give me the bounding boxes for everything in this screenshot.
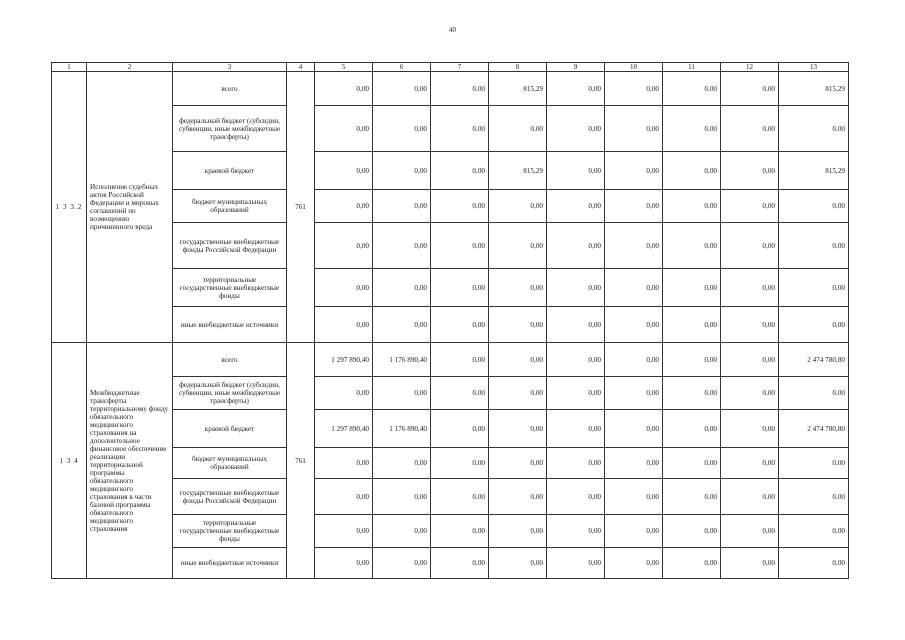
amount-cell: 0,00 (431, 479, 489, 515)
amount-cell: 0,00 (431, 152, 489, 190)
amount-cell: 0,00 (489, 515, 547, 548)
row-name: Межбюджетные трансферты территориальному фонду обязательного медицинского страхования на дополнительное финансовое обеспечение реализации территориальной программы обязательного медицинского страхования в части базовой программы обязательного медицинского страхования (87, 343, 173, 579)
column-number: 13 (779, 63, 849, 72)
amount-cell: 0,00 (315, 106, 373, 152)
amount-cell: 0,00 (547, 377, 605, 410)
amount-cell: 0,00 (431, 410, 489, 448)
amount-cell: 0,00 (605, 343, 663, 377)
amount-cell: 0,00 (605, 307, 663, 343)
column-number: 9 (547, 63, 605, 72)
table-body (52, 72, 849, 579)
amount-cell: 0,00 (779, 307, 849, 343)
row-code: 1 3 4 (52, 343, 87, 579)
amount-cell: 0,00 (605, 515, 663, 548)
amount-cell: 0,00 (721, 548, 779, 579)
amount-cell: 0,00 (605, 377, 663, 410)
amount-cell: 0,00 (779, 190, 849, 223)
amount-cell: 0,00 (663, 152, 721, 190)
amount-cell: 0,00 (315, 515, 373, 548)
amount-cell: 0,00 (721, 448, 779, 479)
amount-cell: 0,00 (489, 223, 547, 269)
amount-cell: 0,00 (373, 152, 431, 190)
amount-cell: 0,00 (315, 190, 373, 223)
amount-cell: 0,00 (547, 223, 605, 269)
amount-cell: 0,00 (663, 72, 721, 106)
funding-source: федеральный бюджет (субсидии, субвенции, иные межбюджетные трансферты) (173, 377, 287, 410)
amount-cell: 0,00 (605, 479, 663, 515)
amount-cell: 0,00 (315, 377, 373, 410)
amount-cell: 0,00 (547, 410, 605, 448)
funding-source: государственные внебюджетные фонды Российской Федерации (173, 223, 287, 269)
column-number: 5 (315, 63, 373, 72)
amount-cell: 0,00 (605, 106, 663, 152)
column-number: 8 (489, 63, 547, 72)
amount-cell: 0,00 (721, 410, 779, 448)
amount-cell: 0,00 (721, 223, 779, 269)
amount-cell: 0,00 (605, 269, 663, 307)
amount-cell: 0,00 (663, 377, 721, 410)
amount-cell: 0,00 (489, 190, 547, 223)
amount-cell: 0,00 (489, 106, 547, 152)
column-number: 10 (605, 63, 663, 72)
amount-cell: 815,29 (489, 152, 547, 190)
amount-cell: 0,00 (315, 269, 373, 307)
amount-cell: 0,00 (547, 307, 605, 343)
funding-source: краевой бюджет (173, 152, 287, 190)
amount-cell: 0,00 (663, 448, 721, 479)
amount-cell: 0,00 (721, 377, 779, 410)
column-number: 1 (52, 63, 87, 72)
amount-cell: 0,00 (547, 72, 605, 106)
funding-source: иные внебюджетные источники (173, 307, 287, 343)
amount-cell: 0,00 (721, 152, 779, 190)
amount-cell: 0,00 (489, 548, 547, 579)
amount-cell: 0,00 (779, 223, 849, 269)
amount-cell: 2 474 780,80 (779, 343, 849, 377)
amount-cell: 0,00 (663, 515, 721, 548)
amount-cell: 1 176 890,40 (373, 410, 431, 448)
amount-cell: 0,00 (431, 448, 489, 479)
amount-cell: 0,00 (547, 106, 605, 152)
amount-cell: 0,00 (431, 343, 489, 377)
amount-cell: 0,00 (547, 448, 605, 479)
amount-cell: 0,00 (663, 269, 721, 307)
amount-cell: 0,00 (373, 515, 431, 548)
amount-cell: 1 297 890,40 (315, 343, 373, 377)
amount-cell: 0,00 (663, 190, 721, 223)
column-number: 6 (373, 63, 431, 72)
funding-source: территориальные государственные внебюджетные фонды (173, 269, 287, 307)
amount-cell: 0,00 (315, 152, 373, 190)
column-number: 7 (431, 63, 489, 72)
amount-cell: 815,29 (779, 72, 849, 106)
amount-cell: 0,00 (663, 106, 721, 152)
amount-cell: 0,00 (547, 269, 605, 307)
amount-cell: 0,00 (315, 72, 373, 106)
amount-cell: 0,00 (431, 307, 489, 343)
amount-cell: 0,00 (547, 152, 605, 190)
amount-cell: 0,00 (721, 515, 779, 548)
amount-cell: 0,00 (489, 269, 547, 307)
amount-cell: 0,00 (663, 410, 721, 448)
amount-cell: 0,00 (779, 377, 849, 410)
amount-cell: 0,00 (605, 410, 663, 448)
funding-source: государственные внебюджетные фонды Российской Федерации (173, 479, 287, 515)
row-name: Исполнение судебных актов Российской Федерации и мировых соглашений по возмещению причиненного вреда (87, 72, 173, 343)
amount-cell: 0,00 (315, 223, 373, 269)
amount-cell: 0,00 (721, 190, 779, 223)
amount-cell: 0,00 (779, 515, 849, 548)
amount-cell: 0,00 (431, 515, 489, 548)
amount-cell: 1 176 890,40 (373, 343, 431, 377)
funding-source: территориальные государственные внебюджетные фонды (173, 515, 287, 548)
amount-cell: 0,00 (779, 269, 849, 307)
amount-cell: 0,00 (315, 307, 373, 343)
funding-source: бюджет муниципальных образований (173, 448, 287, 479)
amount-cell: 0,00 (605, 190, 663, 223)
amount-cell: 0,00 (605, 72, 663, 106)
amount-cell: 0,00 (547, 548, 605, 579)
amount-cell: 0,00 (373, 548, 431, 579)
table-row (52, 72, 849, 106)
amount-cell: 0,00 (547, 343, 605, 377)
amount-cell: 0,00 (663, 479, 721, 515)
table-row (52, 343, 849, 377)
amount-cell: 0,00 (373, 448, 431, 479)
amount-cell: 0,00 (489, 410, 547, 448)
column-number: 12 (721, 63, 779, 72)
funding-source: федеральный бюджет (субсидии, субвенции, иные межбюджетные трансферты) (173, 106, 287, 152)
amount-cell: 0,00 (721, 269, 779, 307)
amount-cell: 0,00 (315, 548, 373, 579)
amount-cell: 0,00 (431, 106, 489, 152)
amount-cell: 0,00 (489, 343, 547, 377)
amount-cell: 0,00 (315, 479, 373, 515)
column-number: 2 (87, 63, 173, 72)
column-number: 3 (173, 63, 287, 72)
amount-cell: 0,00 (663, 548, 721, 579)
amount-cell: 815,29 (489, 72, 547, 106)
amount-cell: 0,00 (489, 479, 547, 515)
funding-source: краевой бюджет (173, 410, 287, 448)
amount-cell: 0,00 (779, 479, 849, 515)
page-number: 40 (449, 26, 456, 34)
amount-cell: 0,00 (315, 448, 373, 479)
funding-source: бюджет муниципальных образований (173, 190, 287, 223)
kbk-code: 761 (287, 72, 315, 343)
amount-cell: 0,00 (721, 106, 779, 152)
column-number-row (52, 63, 849, 72)
amount-cell: 0,00 (431, 269, 489, 307)
column-number: 4 (287, 63, 315, 72)
amount-cell: 0,00 (779, 548, 849, 579)
amount-cell: 0,00 (547, 515, 605, 548)
funding-source: иные внебюджетные источники (173, 548, 287, 579)
amount-cell: 0,00 (489, 377, 547, 410)
amount-cell: 0,00 (721, 307, 779, 343)
amount-cell: 0,00 (605, 223, 663, 269)
funding-source: всего (173, 72, 287, 106)
amount-cell: 0,00 (489, 307, 547, 343)
amount-cell: 0,00 (721, 72, 779, 106)
amount-cell: 0,00 (431, 548, 489, 579)
amount-cell: 0,00 (373, 269, 431, 307)
amount-cell: 0,00 (431, 190, 489, 223)
amount-cell: 0,00 (431, 377, 489, 410)
amount-cell: 0,00 (431, 72, 489, 106)
amount-cell: 0,00 (373, 377, 431, 410)
amount-cell: 0,00 (373, 479, 431, 515)
amount-cell: 0,00 (373, 223, 431, 269)
amount-cell: 815,29 (779, 152, 849, 190)
amount-cell: 0,00 (721, 479, 779, 515)
amount-cell: 0,00 (779, 106, 849, 152)
funding-source: всего (173, 343, 287, 377)
amount-cell: 0,00 (605, 152, 663, 190)
amount-cell: 0,00 (663, 223, 721, 269)
row-code: 1 3 3.2 (52, 72, 87, 343)
amount-cell: 2 474 780,80 (779, 410, 849, 448)
amount-cell: 0,00 (489, 448, 547, 479)
amount-cell: 0,00 (663, 307, 721, 343)
amount-cell: 1 297 890,40 (315, 410, 373, 448)
amount-cell: 0,00 (431, 223, 489, 269)
kbk-code: 761 (287, 343, 315, 579)
budget-table (51, 62, 849, 579)
amount-cell: 0,00 (605, 448, 663, 479)
amount-cell: 0,00 (373, 307, 431, 343)
amount-cell: 0,00 (373, 190, 431, 223)
amount-cell: 0,00 (663, 343, 721, 377)
amount-cell: 0,00 (779, 448, 849, 479)
amount-cell: 0,00 (373, 72, 431, 106)
amount-cell: 0,00 (547, 479, 605, 515)
column-number: 11 (663, 63, 721, 72)
amount-cell: 0,00 (547, 190, 605, 223)
amount-cell: 0,00 (605, 548, 663, 579)
amount-cell: 0,00 (721, 343, 779, 377)
amount-cell: 0,00 (373, 106, 431, 152)
